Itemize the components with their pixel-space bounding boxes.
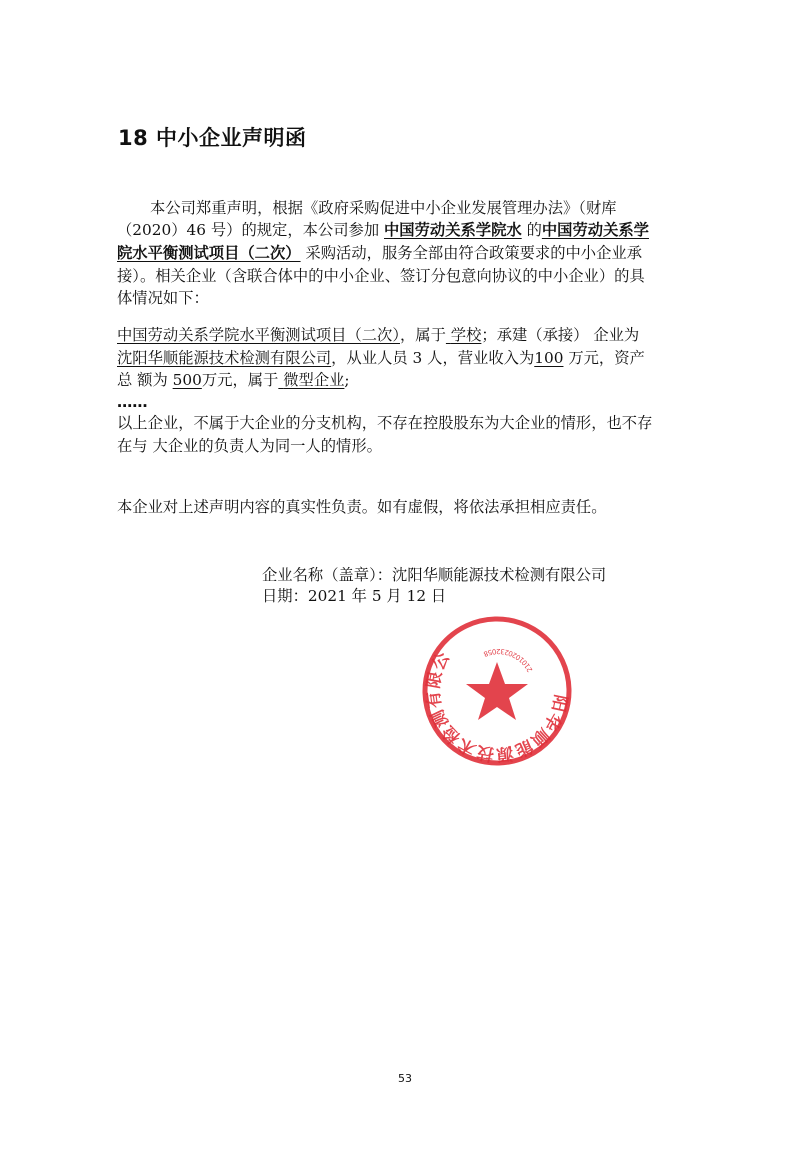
paragraph-3-line-1: 以上企业，不属于大企业的分支机构，不存在控股股东为大企业的情形，也不存 <box>117 414 653 432</box>
employees-value: 3 <box>412 349 423 367</box>
paragraph-1-line-3 <box>117 243 642 263</box>
industry-value <box>446 326 481 344</box>
paragraph-2-line-2 <box>117 348 645 368</box>
paragraph-1-text: （2020）46 号）的规定，本公司参加 <box>117 221 380 239</box>
text: 万元，属于 <box>201 371 279 389</box>
text: 总 额为 <box>117 371 168 389</box>
paragraph-1-line-1: 本公司郑重声明，根据《政府采购促进中小企业发展管理办法》（财库 <box>150 199 617 217</box>
page-number: 53 <box>398 1072 412 1085</box>
text: ，从业人员 <box>331 349 408 367</box>
paragraph-1-text: 的 <box>526 221 542 239</box>
page-title: 18 中小企业声明函 <box>118 126 307 150</box>
paragraph-2-line-3 <box>117 370 350 390</box>
text: 人，营业收入为 <box>427 349 535 367</box>
project-name-bold: 中国劳动关系学院水 <box>384 221 522 239</box>
ellipsis: …… <box>117 393 148 411</box>
paragraph-4: 本企业对上述声明内容的真实性负责。如有虚假，将依法承担相应责任。 <box>117 498 607 516</box>
signature-date: 日期：2021 年 5 月 12 日 <box>262 587 447 605</box>
paragraph-2-line-1 <box>117 325 639 345</box>
size-text: 微型企业 <box>283 371 345 389</box>
svg-text:2101020232058: 2101020232058 <box>482 647 535 674</box>
text: 万元，资产 <box>568 349 645 367</box>
text: ; <box>344 371 350 389</box>
paragraph-1-line-4: 接）。相关企业（含联合体中的中小企业、签订分包意向协议的中小企业）的具 <box>117 267 645 285</box>
project-name: 中国劳动关系学院水平衡测试项目（二次） <box>117 326 400 344</box>
paragraph-3-line-2: 在与 大企业的负责人为同一人的情形。 <box>117 437 382 455</box>
industry-text: 学校 <box>450 326 482 344</box>
signature-company: 企业名称（盖章）：沈阳华顺能源技术检测有限公司 <box>262 566 607 584</box>
text: ；承建（承接） 企业为 <box>481 326 640 344</box>
company-name: 沈阳华顺能源技术检测有限公司 <box>117 349 332 367</box>
svg-text:沈阳华顺能源技术检测有限公司: 沈阳华顺能源技术检测有限公司 <box>423 648 571 765</box>
paragraph-1-line-2 <box>117 220 649 240</box>
revenue-value: 100 <box>534 349 564 367</box>
project-name-bold: 中国劳动关系学 <box>541 221 649 239</box>
text: ，属于 <box>400 326 446 344</box>
paragraph-1-line-5: 体情况如下： <box>117 289 209 307</box>
size-value <box>278 371 344 389</box>
company-seal-icon <box>410 610 584 772</box>
project-name-bold: 院水平衡测试项目（二次） <box>117 244 301 262</box>
paragraph-1-text: 采购活动，服务全部由符合政策要求的中小企业承 <box>305 244 642 262</box>
assets-value: 500 <box>172 371 202 389</box>
